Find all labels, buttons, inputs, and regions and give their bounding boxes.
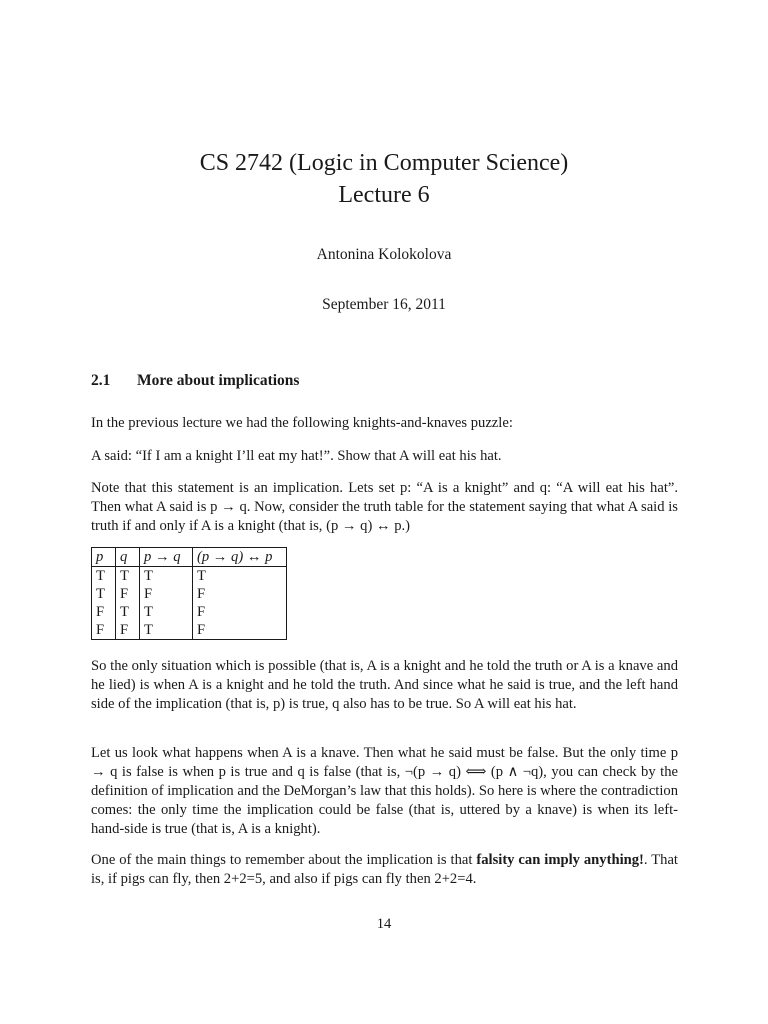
falsity-before: One of the main things to remember about the implication is that [91, 852, 477, 868]
table-cell: F [92, 603, 116, 621]
header-biconditional: (p → q) ↔ p [193, 548, 287, 567]
paragraph-note [91, 479, 678, 536]
table-cell: F [116, 621, 140, 640]
table-cell: F [140, 585, 193, 603]
table-cell: T [92, 585, 116, 603]
table-cell: T [193, 567, 287, 586]
paragraph-situation-text: So the only situation which is possible (that is, A is a knight and he told the truth or A is a knave and he lied) is when A is a knight and he told the truth. And since what he said is true, and the left hand side of the implication (that is, p) is true, q also has to be true. So A will eat his hat. [91, 658, 678, 712]
section-title: More about implications [137, 372, 300, 389]
table-row [92, 585, 287, 603]
paragraph-knave-text: Let us look what happens when A is a knave. Then what he said must be false. But the only time p → q is false is when p is true and q is false (that is, ¬(p → q) ⟺ (p ∧ ¬q), you can check by the definition of implication and the DeMorgan’s law that this holds). So here is where the contradiction comes: the only time the implication could be false (that is, uttered by a knave) is when its left-hand-side is true (that is, A is a knight). [91, 745, 678, 837]
header-q: q [116, 548, 140, 567]
table-cell: T [116, 603, 140, 621]
paragraph-puzzle [91, 447, 678, 466]
date: September 16, 2011 [322, 296, 446, 313]
paragraph-note-text: Note that this statement is an implication. Lets set p: “A is a knight” and q: “A will eat his hat”. Then what A said is p → q. Now, consider the truth table for the statement saying that what A said is truth if and only if A is a knight (that is, (p → q) ↔ p.) [91, 480, 678, 534]
table-cell: T [140, 621, 193, 640]
table-cell: F [92, 621, 116, 640]
table-cell: F [116, 585, 140, 603]
paragraph-intro-text: In the previous lecture we had the following knights-and-knaves puzzle: [91, 415, 513, 431]
truth-table [91, 547, 287, 640]
paragraph-intro [91, 414, 678, 433]
table-cell: F [193, 585, 287, 603]
title-line-2: Lecture 6 [338, 182, 430, 208]
truth-table-header [92, 548, 287, 567]
header-implication: p → q [140, 548, 193, 567]
table-cell: T [140, 603, 193, 621]
table-cell: T [116, 567, 140, 586]
paragraph-puzzle-text: A said: “If I am a knight I’ll eat my hat!”. Show that A will eat his hat. [91, 448, 502, 464]
paragraph-knave [91, 744, 678, 839]
paragraph-situation [91, 657, 678, 714]
section-number: 2.1 [91, 372, 111, 389]
table-row [92, 567, 287, 586]
header-p: p [92, 548, 116, 567]
title-line-1: CS 2742 (Logic in Computer Science) [199, 150, 569, 176]
table-cell: F [193, 603, 287, 621]
table-cell: T [92, 567, 116, 586]
falsity-after: . That is, if pigs can fly, then 2+2=5, and also if pigs can fly then 2+2=4. [91, 852, 678, 887]
page-number: 14 [376, 916, 392, 932]
author: Antonina Kolokolova [316, 246, 452, 263]
falsity-bold: falsity can imply anything! [476, 852, 644, 868]
section-heading [91, 372, 299, 390]
paragraph-falsity-text [91, 851, 678, 889]
paragraph-falsity [91, 851, 678, 889]
table-row [92, 621, 287, 640]
table-cell: F [193, 621, 287, 640]
table-cell: T [140, 567, 193, 586]
table-row [92, 603, 287, 621]
lecture-title [0, 147, 768, 211]
